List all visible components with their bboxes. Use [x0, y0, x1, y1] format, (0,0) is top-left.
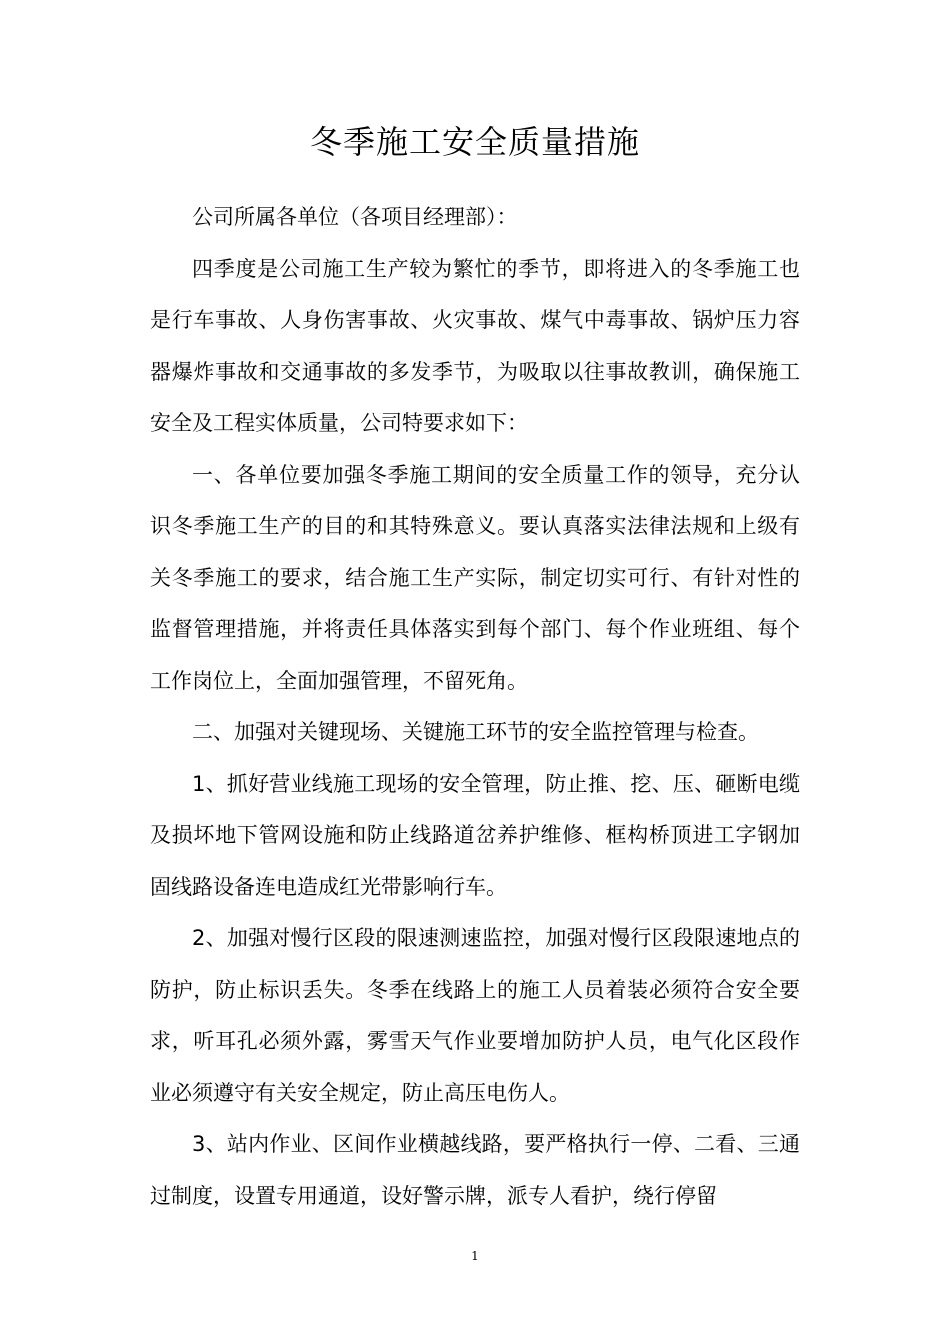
subitem-one-paragraph: 1、抓好营业线施工现场的安全管理，防止推、挖、压、砸断电缆及损坏地下管网设施和防止线路道岔养护维修、框构桥顶进工字钢加固线路设备连电造成红光带影响行车。 — [150, 771, 800, 899]
page-number: 1 — [471, 1249, 479, 1263]
document-title: 冬季施工安全质量措施 — [309, 123, 640, 161]
subitem-two-paragraph: 2、加强对慢行区段的限速测速监控，加强对慢行区段限速地点的防护，防止标识丢失。冬季在线路上的施工人员着装必须符合安全要求，听耳孔必须外露，雾雪天气作业要增加防护人员，电气化区段作业必须遵守有关安全规定，防止高压电伤人。 — [150, 926, 800, 1105]
intro-paragraph: 四季度是公司施工生产较为繁忙的季节，即将进入的冬季施工也是行车事故、人身伤害事故、火灾事故、煤气中毒事故、锅炉压力容器爆炸事故和交通事故的多发季节，为吸取以往事故教训，确保施工安全及工程实体质量，公司特要求如下： — [150, 256, 800, 435]
item-one-paragraph: 一、各单位要加强冬季施工期间的安全质量工作的领导，充分认识冬季施工生产的目的和其特殊意义。要认真落实法律法规和上级有关冬季施工的要求，结合施工生产实际，制定切实可行、有针对性的监督管理措施，并将责任具体落实到每个部门、每个作业班组、每个工作岗位上，全面加强管理，不留死角。 — [150, 462, 800, 693]
salutation-paragraph: 公司所属各单位（各项目经理部）： — [192, 205, 518, 229]
document-body — [150, 192, 800, 1222]
subitem-three-paragraph: 3、站内作业、区间作业横越线路，要严格执行一停、二看、三通过制度，设置专用通道，设好警示牌，派专人看护，绕行停留 — [150, 1132, 800, 1208]
item-two-paragraph: 二、加强对关键现场、关键施工环节的安全监控管理与检查。 — [192, 720, 759, 744]
